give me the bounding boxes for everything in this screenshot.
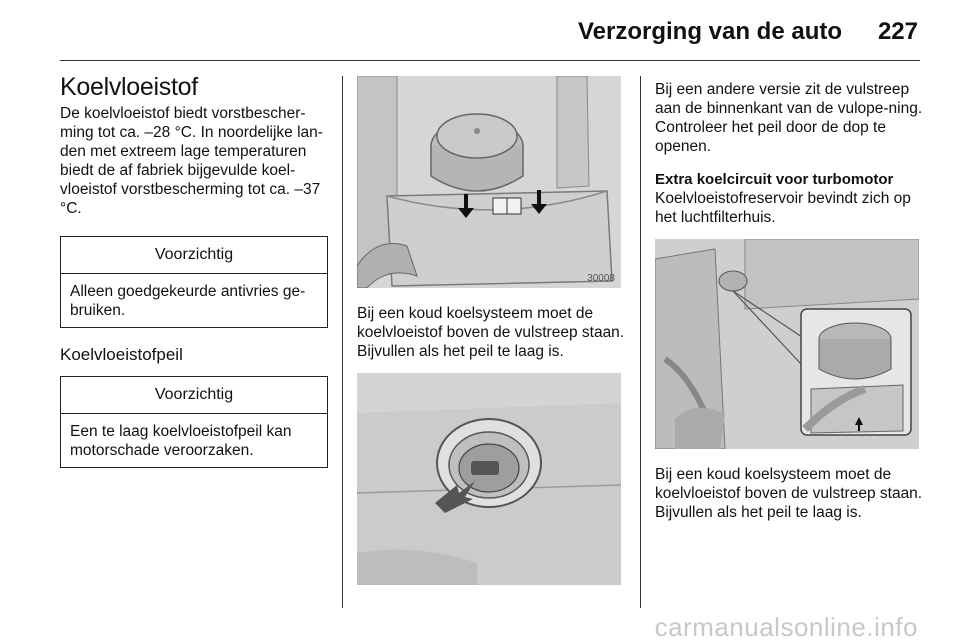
watermark-text: carmanualsonline.info [654,612,918,642]
paragraph: Koelvloeistofreservoir bevindt zich op het luchtfilterhuis. [655,190,911,226]
filler-neck-image [357,373,621,585]
subsection-heading: Extra koelcircuit voor turbomotor [655,171,894,188]
column-3 [655,80,923,522]
caution-title: Voorzichtig [61,377,327,414]
section-heading: Koelvloeistof [60,73,198,101]
intro-paragraph: De koelvloeistof biedt vorstbescher-ming tot ca. –28 °C. In noordelijke lan-den met extreem lage temperaturen biedt de af fabriek bijgevulde koel-vloeistof vorstbescherming tot ca. –37 °C. [60,105,323,217]
column-divider-1 [342,76,343,608]
filler-neck-illustration [357,373,621,585]
column-1 [60,70,328,468]
page-number: 227 [877,18,918,45]
caution-box-2 [60,376,328,468]
paragraph: Bij een koud koelsysteem moet de koelvloeistof boven de vulstreep staan. Bijvullen als het peil te laag is. [357,305,625,360]
caution-text: Alleen goedgekeurde antivries ge-bruiken. [70,283,306,319]
watermark [0,612,960,643]
figure-number: 30008 [587,273,615,284]
page-header [0,16,960,48]
column-2 [357,76,625,585]
caution-text: Een te laag koelvloeistofpeil kan motorschade veroorzaken. [70,423,292,459]
turbo-reservoir-image [655,239,919,449]
paragraph: Bij een koud koelsysteem moet de koelvloeistof boven de vulstreep staan. Bijvullen als het peil te laag is. [655,466,923,521]
subsection-heading: Koelvloeistofpeil [60,345,183,364]
column-divider-2 [640,76,641,608]
paragraph: Bij een andere versie zit de vulstreep aan de binnenkant van de vulope-ning. Controleer het peil door de dop te openen. [655,81,923,155]
turbo-coolant-reservoir-illustration [655,239,919,449]
caution-title: Voorzichtig [61,237,327,274]
page-title: Verzorging van de auto [577,18,842,45]
reservoir-cap-image [357,76,621,288]
header-divider [60,60,920,61]
caution-box-1 [60,236,328,328]
coolant-reservoir-illustration [357,76,621,288]
